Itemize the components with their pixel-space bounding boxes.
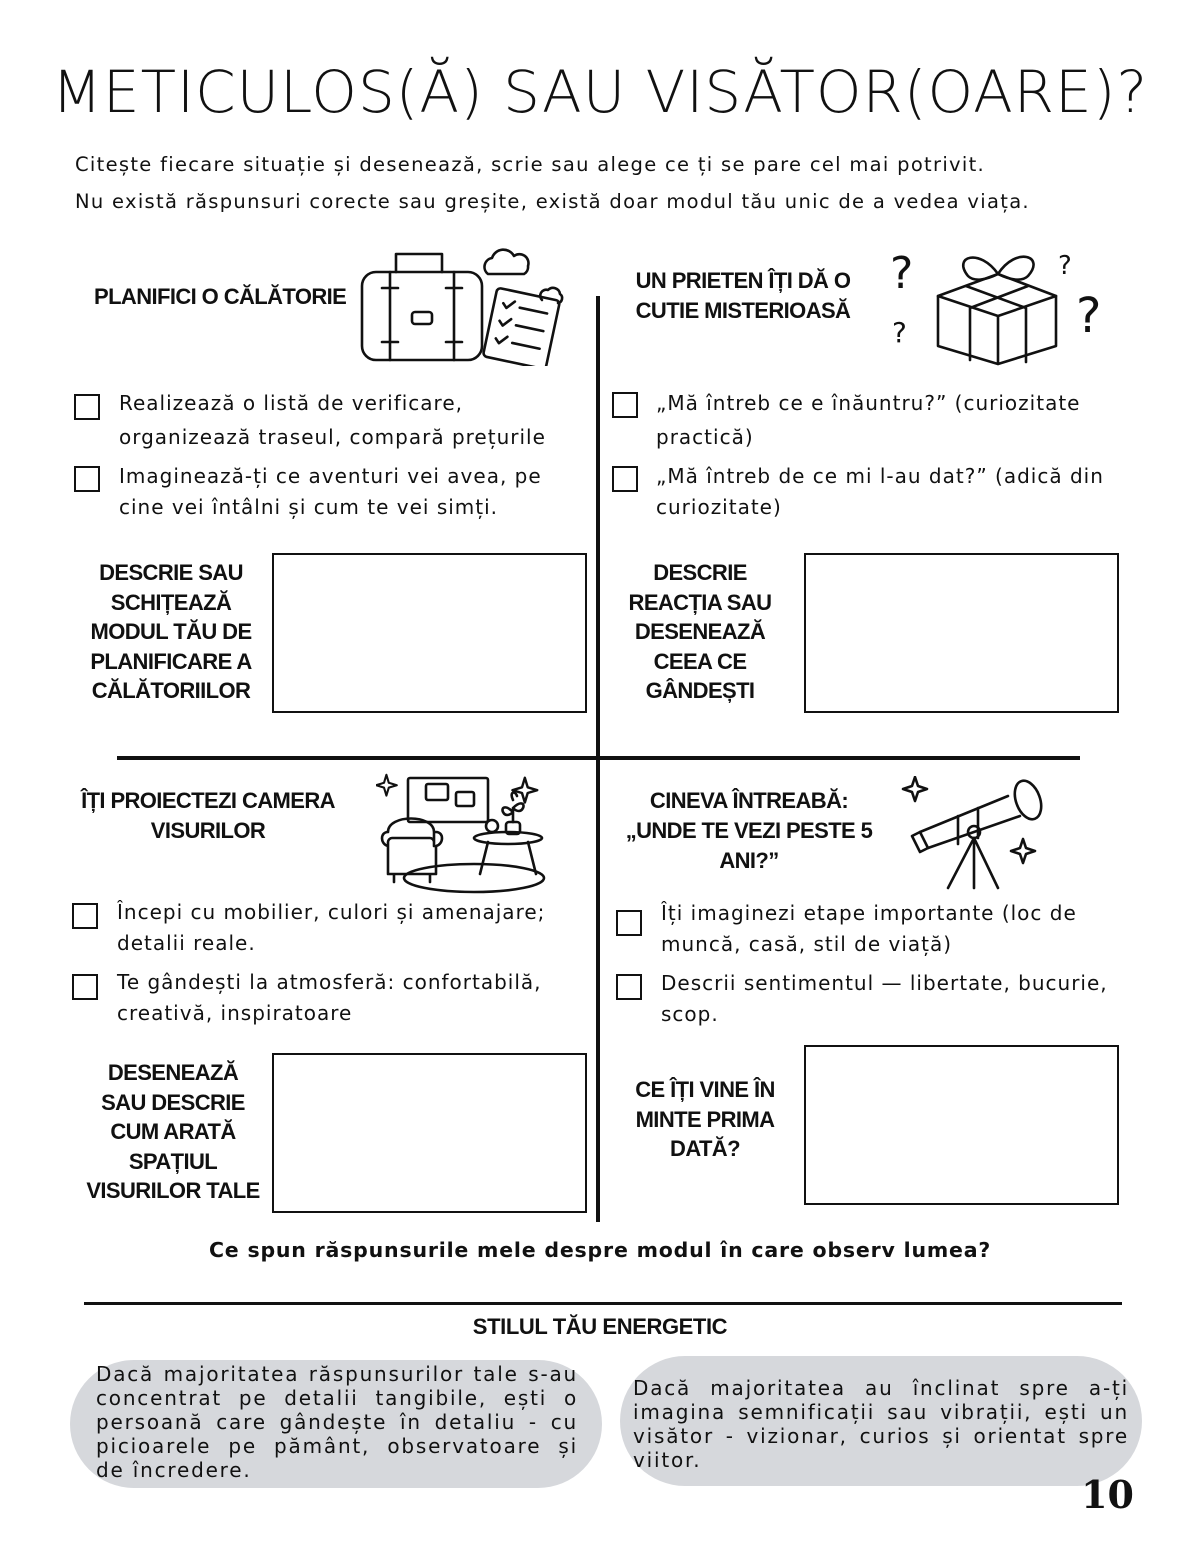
svg-text:?: ? bbox=[890, 248, 914, 299]
q2-option-1-checkbox[interactable] bbox=[612, 392, 638, 418]
telescope-icon bbox=[898, 776, 1056, 892]
q1-option-1-label: Realizează o listă de verificare, organizează traseul, compară prețurile bbox=[119, 391, 546, 449]
q3-drawing-area[interactable] bbox=[272, 1053, 587, 1213]
q4-option-1-label: Îți imaginezi etape importante (loc de muncă, casă, stil de viață) bbox=[661, 901, 1077, 956]
q4-option-2-label: Descrii sentimentul — libertate, bucurie, scop. bbox=[661, 971, 1108, 1026]
q1-heading: PLANIFICI O CĂLĂTORIE bbox=[94, 284, 347, 309]
q4-option-2-checkbox[interactable] bbox=[616, 974, 642, 1000]
q4-drawing-area[interactable] bbox=[804, 1045, 1119, 1205]
q2-prompt: DESCRIE REACȚIA SAU DESENEAZĂ CEEA CE GÂNDEȘTI bbox=[628, 560, 772, 703]
footer-divider bbox=[84, 1302, 1122, 1305]
intro-line-1: Citește fiecare situație și desenează, scrie sau alege ce ți se pare cel mai potrivit. bbox=[75, 153, 986, 176]
q4-heading: CINEVA ÎNTREABĂ: „UNDE TE VEZI PESTE 5 ANI?” bbox=[625, 788, 873, 873]
energy-style-title: STILUL TĂU ENERGETIC bbox=[472, 1314, 728, 1339]
q3-option-2-label: Te gândești la atmosferă: confortabilă, creativă, inspiratoare bbox=[117, 970, 542, 1025]
q2-option-2-checkbox[interactable] bbox=[612, 466, 638, 492]
svg-text:?: ? bbox=[1058, 251, 1072, 281]
detail-oriented-text: Dacă majoritatea răspunsurilor tale s-au concentrat pe detalii tangibile, ești o persoană care gândește în detaliu - cu picioarele pe pământ, observatoare și de încredere. bbox=[96, 1362, 578, 1482]
q2-option-2-label: „Mă întreb de ce mi l-au dat?” (adică din curiozitate) bbox=[656, 464, 1104, 519]
svg-text:?: ? bbox=[1076, 288, 1102, 344]
q4-prompt: CE ÎȚI VINE ÎN MINTE PRIMA DATĂ? bbox=[635, 1077, 775, 1161]
horizontal-divider bbox=[117, 756, 1080, 760]
q4-option-1-checkbox[interactable] bbox=[616, 910, 642, 936]
intro-line-2: Nu există răspunsuri corecte sau greșite, există doar modul tău unic de a vedea viața. bbox=[75, 190, 1030, 213]
page-title: METICULOS(Ă) SAU VISĂTOR(OARE)? bbox=[51, 58, 1149, 126]
q3-prompt: DESENEAZĂ SAU DESCRIE CUM ARATĂ SPAȚIUL VISURILOR TALE bbox=[86, 1060, 260, 1203]
q1-drawing-area[interactable] bbox=[272, 553, 587, 713]
page-number: 10 bbox=[1081, 1472, 1134, 1517]
q1-option-2-checkbox[interactable] bbox=[74, 466, 100, 492]
reflection-question: Ce spun răspunsurile mele despre modul în care observ lumea? bbox=[208, 1238, 992, 1262]
q3-option-1-label: Începi cu mobilier, culori și amenajare; detalii reale. bbox=[117, 900, 546, 955]
q1-prompt: DESCRIE SAU SCHIȚEAZĂ MODUL TĂU DE PLANIFICARE A CĂLĂTORIILOR bbox=[90, 560, 252, 703]
suitcase-checklist-icon bbox=[356, 246, 571, 366]
armchair-room-icon bbox=[376, 772, 546, 894]
q3-option-2-checkbox[interactable] bbox=[72, 974, 98, 1000]
visionary-text: Dacă majoritatea au înclinat spre a-ți imagina semnificații sau vibrații, ești un visător - vizionar, curios și orientat spre viitor. bbox=[633, 1376, 1129, 1472]
q1-option-1-checkbox[interactable] bbox=[74, 394, 100, 420]
q3-option-1-checkbox[interactable] bbox=[72, 903, 98, 929]
svg-text:?: ? bbox=[892, 316, 907, 349]
mystery-gift-icon bbox=[886, 240, 1116, 368]
q2-heading: UN PRIETEN ÎȚI DĂ O CUTIE MISTERIOASĂ bbox=[635, 268, 851, 323]
q3-heading: ÎȚI PROIECTEZI CAMERA VISURILOR bbox=[81, 788, 335, 843]
q2-option-1-label: „Mă întreb ce e înăuntru?” (curiozitate practică) bbox=[656, 391, 1081, 449]
q1-option-2-label: Imaginează-ți ce aventuri vei avea, pe cine vei întâlni și cum te vei simți. bbox=[119, 464, 542, 519]
q2-drawing-area[interactable] bbox=[804, 553, 1119, 713]
